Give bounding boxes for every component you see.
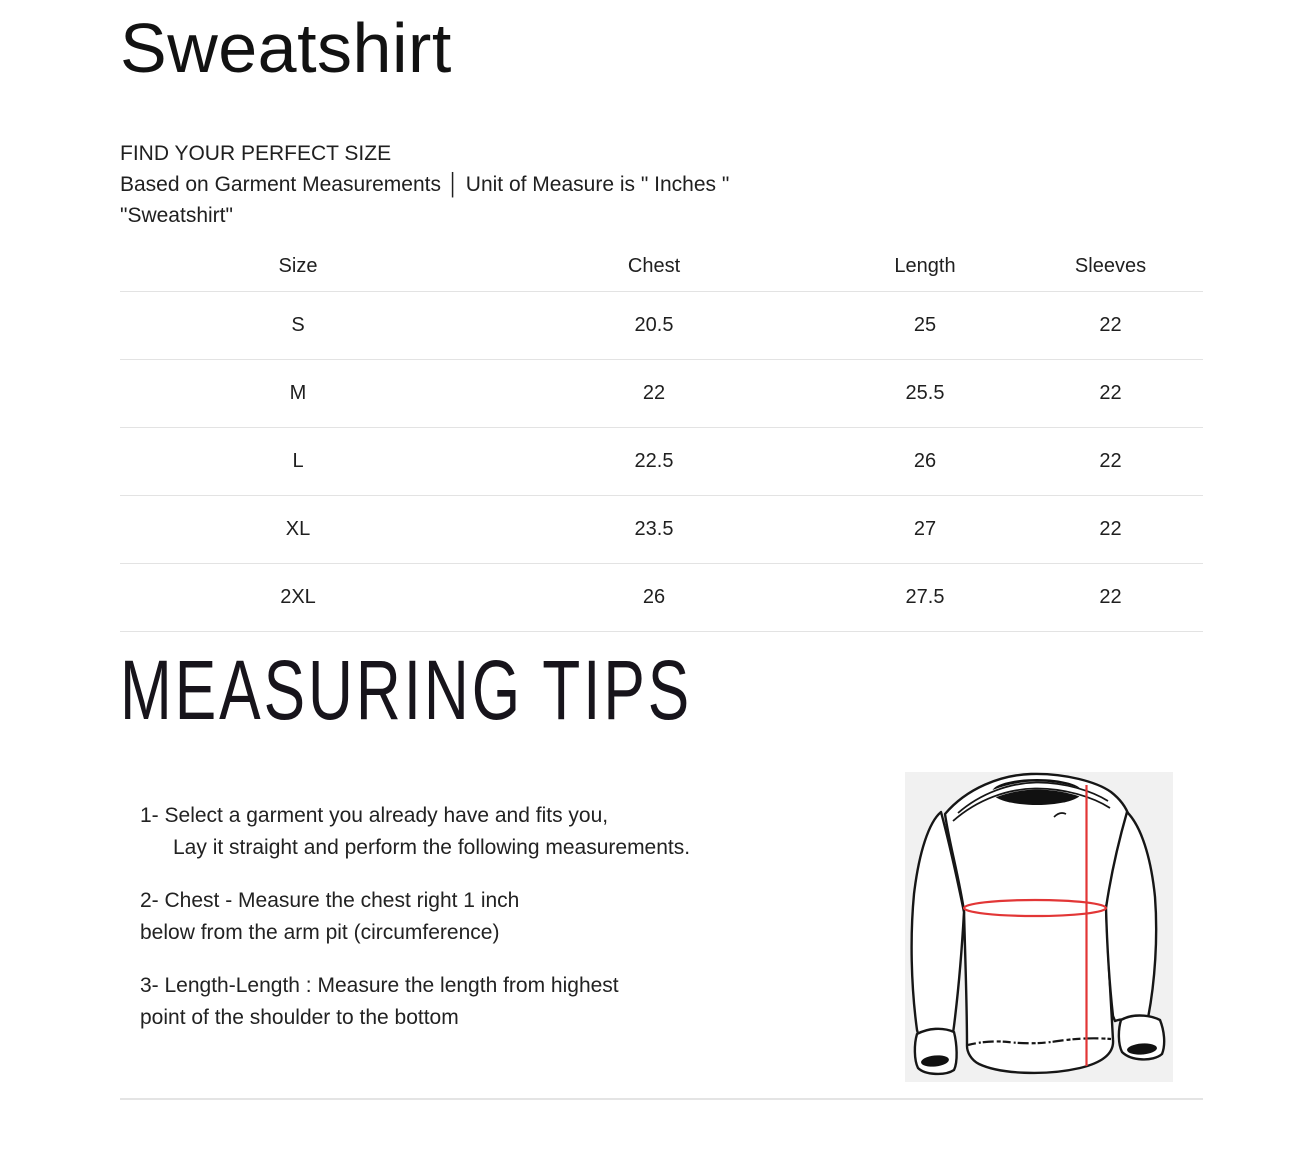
- chest-cell: 20.5: [476, 291, 832, 359]
- tip-3-line-1: 3- Length-Length : Measure the length from highest: [140, 973, 619, 997]
- tip-item-1: [140, 800, 820, 864]
- size-chart-header-row: [120, 243, 1203, 291]
- tip-2-line-2: below from the arm pit (circumference): [140, 920, 500, 944]
- sleeves-cell: 22: [1018, 359, 1203, 427]
- size-cell: M: [120, 359, 476, 427]
- sleeves-cell: 22: [1018, 291, 1203, 359]
- tip-2-line-1: 2- Chest - Measure the chest right 1 inch: [140, 888, 520, 912]
- column-header-length: Length: [832, 243, 1018, 291]
- tip-3-line-2: point of the shoulder to the bottom: [140, 1005, 459, 1029]
- size-chart-table: [120, 243, 1203, 632]
- tip-item-2: [140, 885, 820, 949]
- column-header-size: Size: [120, 243, 476, 291]
- sweatshirt-body: [945, 773, 1129, 1072]
- sleeves-cell: 22: [1018, 563, 1203, 631]
- size-cell: S: [120, 291, 476, 359]
- sweatshirt-measurement-diagram: [905, 772, 1173, 1082]
- tip-1-line-1: 1- Select a garment you already have and fits you,: [140, 803, 609, 827]
- table-row-m: [120, 359, 1203, 427]
- chest-cell: 22.5: [476, 427, 832, 495]
- chest-cell: 23.5: [476, 495, 832, 563]
- column-header-chest: Chest: [476, 243, 832, 291]
- sleeves-cell: 22: [1018, 427, 1203, 495]
- length-cell: 25: [832, 291, 1018, 359]
- chest-cell: 22: [476, 359, 832, 427]
- sweatshirt-illustration: [905, 772, 1173, 1082]
- table-row-l: [120, 427, 1203, 495]
- length-cell: 27: [832, 495, 1018, 563]
- tips-section: [120, 772, 1203, 1082]
- sleeves-cell: 22: [1018, 495, 1203, 563]
- column-header-sleeves: Sleeves: [1018, 243, 1203, 291]
- length-cell: 25.5: [832, 359, 1018, 427]
- table-row-xl: [120, 495, 1203, 563]
- page-title: Sweatshirt: [120, 9, 452, 87]
- length-cell: 27.5: [832, 563, 1018, 631]
- length-cell: 26: [832, 427, 1018, 495]
- tips-list: [120, 772, 820, 1055]
- left-cuff: [915, 1028, 957, 1073]
- size-cell: 2XL: [120, 563, 476, 631]
- tip-1-line-2: Lay it straight and perform the following measurements.: [173, 835, 691, 859]
- tip-item-3: [140, 970, 820, 1034]
- table-row-2xl: [120, 563, 1203, 631]
- measurement-basis-text: Based on Garment Measurements │ Unit of Measure is " Inches ": [120, 173, 730, 196]
- measuring-tips-heading: MEASURING TIPS: [120, 642, 693, 737]
- size-guide-intro: [120, 138, 1203, 231]
- table-row-s: [120, 291, 1203, 359]
- find-size-heading: FIND YOUR PERFECT SIZE: [120, 142, 392, 165]
- product-name-text: "Sweatshirt": [120, 204, 233, 227]
- chest-cell: 26: [476, 563, 832, 631]
- bottom-divider: [120, 1098, 1203, 1100]
- size-cell: L: [120, 427, 476, 495]
- size-cell: XL: [120, 495, 476, 563]
